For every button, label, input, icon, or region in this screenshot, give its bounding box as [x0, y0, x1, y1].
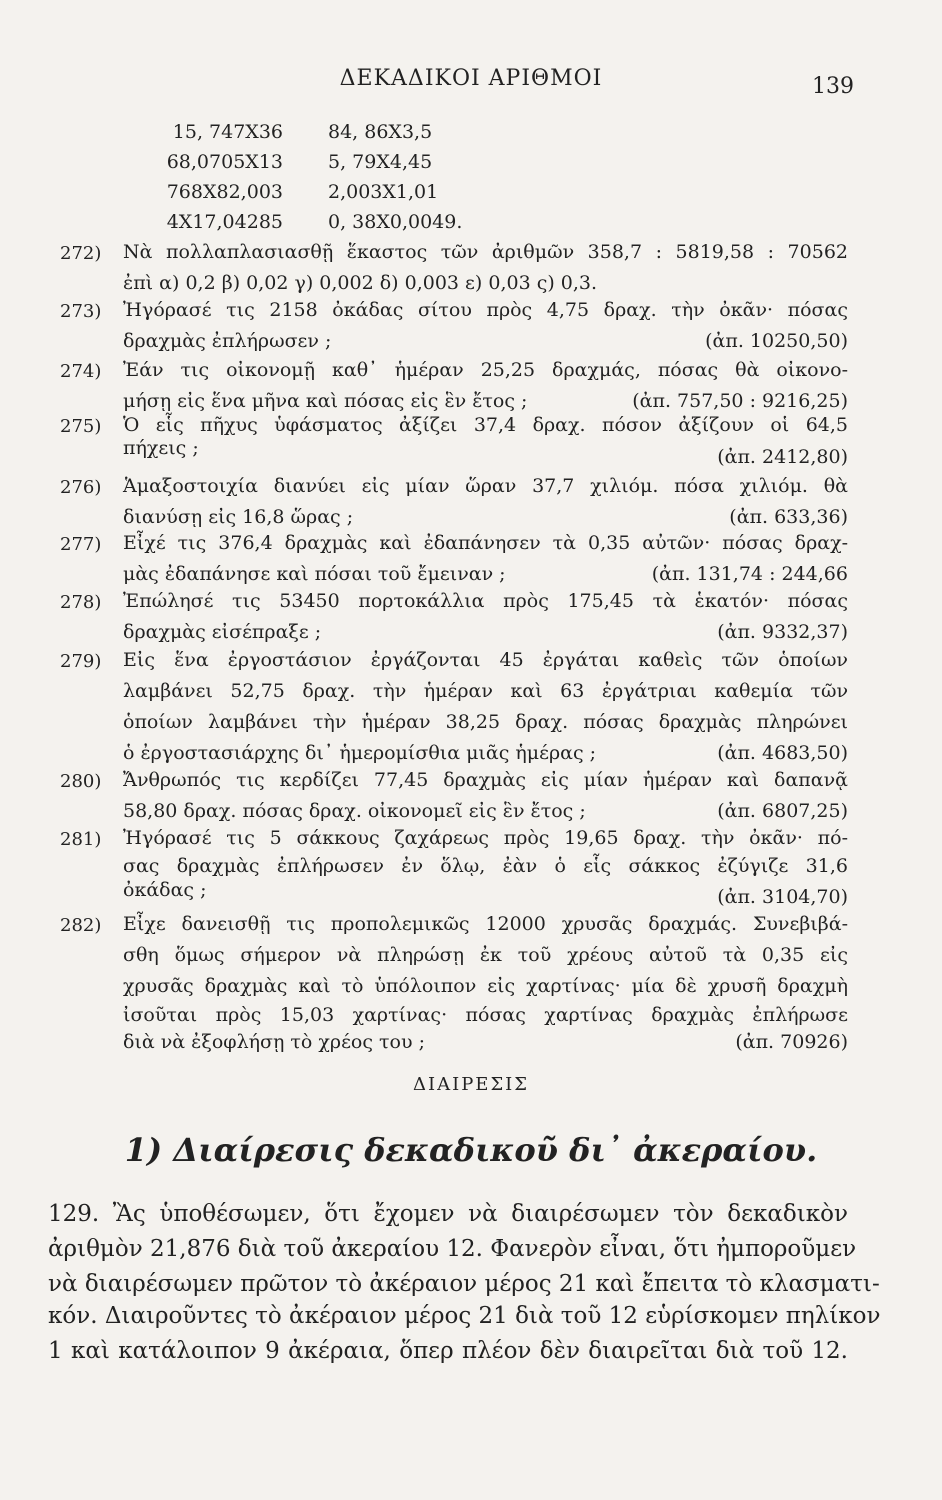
- problem-text: διὰ νὰ ἐξοφλήσῃ τὸ χρέος του ;: [123, 1031, 425, 1053]
- exercise-left: 15, 747X36: [172, 121, 283, 143]
- problem-text: Ἁμαξοστοιχία διανύει εἰς μίαν ὥραν 37,7 χιλιόμ. πόσα χιλιόμ. θὰ: [123, 475, 848, 497]
- paragraph-line: 129. Ἂς ὑποθέσωμεν, ὅτι ἔχομεν νὰ διαιρέσωμεν τὸν δεκαδικὸν: [48, 1201, 848, 1227]
- answer: (ἀπ. 70926): [735, 1031, 848, 1053]
- problem-number: 282): [60, 915, 102, 936]
- problem-text: μήσῃ εἰς ἕνα μῆνα καὶ πόσας εἰς ἓν ἔτος ;: [123, 390, 528, 412]
- problem-text: σας δραχμὰς ἐπλήρωσεν ἐν ὅλῳ, ἐὰν ὁ εἷς σάκκος ἐζύγιζε 31,6: [123, 855, 848, 877]
- exercise-right: 2,003X1,01: [328, 181, 439, 203]
- problem-text: Εἶχε δανεισθῇ τις προπολεμικῶς 12000 χρυσᾶς δραχμάς. Συνεβιβά-: [123, 913, 848, 935]
- paragraph-line: ἀριθμὸν 21,876 διὰ τοῦ ἀκεραίου 12. Φανερὸν εἶναι, ὅτι ἠμποροῦμεν: [48, 1236, 857, 1262]
- section-heading: ΔΙΑΙΡΕΣΙΣ: [412, 1074, 530, 1095]
- problem-text: μὰς ἐδαπάνησε καὶ πόσαι τοῦ ἔμειναν ;: [123, 563, 506, 585]
- problem-number: 276): [60, 477, 102, 498]
- problem-number: 281): [60, 829, 102, 850]
- chapter-title: 1) Διαίρεσις δεκαδικοῦ δι᾽ ἀκεραίου.: [124, 1131, 818, 1169]
- problem-number: 272): [60, 243, 102, 264]
- problem-text-line: [123, 330, 848, 352]
- problem-number: 273): [60, 301, 102, 322]
- problem-number: 280): [60, 771, 102, 792]
- answer: (ἀπ. 2412,80): [717, 446, 848, 468]
- problem-text: ὀκάδας ;: [123, 879, 207, 901]
- problem-text-line: [123, 1031, 848, 1053]
- problem-text-line: [123, 621, 848, 643]
- page-number: 139: [812, 74, 854, 99]
- problem-text: 58,80 δραχ. πόσας δραχ. οἰκονομεῖ εἰς ἓν ἔτος ;: [123, 800, 586, 822]
- exercise-right: 0, 38X0,0049.: [328, 211, 463, 233]
- exercise-left: 4X17,04285: [166, 211, 283, 233]
- paragraph-line: 1 καὶ κατάλοιπον 9 ἀκέραια, ὅπερ πλέον δὲν διαιρεῖται διὰ τοῦ 12.: [48, 1338, 848, 1364]
- problem-text: ἰσοῦται πρὸς 15,03 χαρτίνας· πόσας χαρτίνας δραχμὰς ἐπλήρωσε: [123, 1004, 848, 1026]
- problem-text: ὁποίων λαμβάνει τὴν ἡμέραν 38,25 δραχ. πόσας δραχμὰς πληρώνει: [123, 711, 848, 733]
- problem-text: ὁ ἐργοστασιάρχης δι᾽ ἡμερομίσθια μιᾶς ἡμέρας ;: [123, 742, 597, 764]
- problem-text: ἐπὶ α) 0,2 β) 0,02 γ) 0,002 δ) 0,003 ε) 0,03 ς) 0,3.: [123, 272, 598, 294]
- problem-text-line: [123, 563, 848, 585]
- answer: (ἀπ. 9332,37): [717, 621, 848, 643]
- problem-number: 278): [60, 592, 102, 613]
- problem-number: 274): [60, 361, 102, 382]
- problem-text-line: [123, 390, 848, 412]
- running-header: ΔΕΚΑΔΙΚΟΙ ΑΡΙΘΜΟΙ: [339, 66, 603, 91]
- answer: (ἀπ. 6807,25): [717, 800, 848, 822]
- problem-text: Ἠγόρασέ τις 2158 ὀκάδας σίτου πρὸς 4,75 δραχ. τὴν ὀκᾶν· πόσας: [123, 299, 848, 321]
- problem-text: δραχμὰς εἰσέπραξε ;: [123, 621, 322, 643]
- problem-text: Νὰ πολλαπλασιασθῇ ἕκαστος τῶν ἀριθμῶν 358,7 : 5819,58 : 70562: [123, 241, 848, 263]
- problem-text: διανύσῃ εἰς 16,8 ὥρας ;: [123, 506, 354, 528]
- exercise-right: 5, 79X4,45: [328, 151, 433, 173]
- problem-text: Εἰς ἕνα ἐργοστάσιον ἐργάζονται 45 ἐργάται καθεὶς τῶν ὁποίων: [123, 649, 848, 671]
- problem-text: Ἠγόρασέ τις 5 σάκκους ζαχάρεως πρὸς 19,65 δραχ. τὴν ὀκᾶν· πό-: [123, 827, 848, 849]
- problem-text: πήχεις ;: [123, 437, 199, 459]
- problem-number: 275): [60, 416, 102, 437]
- problem-text: Ἐπώλησέ τις 53450 πορτοκάλλια πρὸς 175,45 τὰ ἑκατόν· πόσας: [123, 590, 848, 612]
- problem-text: χρυσᾶς δραχμὰς καὶ τὸ ὑπόλοιπον εἰς χαρτίνας· μία δὲ χρυσῆ δραχμὴ: [123, 975, 848, 997]
- answer: (ἀπ. 757,50 : 9216,25): [632, 390, 848, 412]
- answer: (ἀπ. 131,74 : 244,66: [651, 563, 848, 585]
- problem-text: λαμβάνει 52,75 δραχ. τὴν ἡμέραν καὶ 63 ἐργάτριαι καθεμία τῶν: [123, 680, 848, 702]
- problem-text: δραχμὰς ἐπλήρωσεν ;: [123, 330, 332, 352]
- paragraph-line: κόν. Διαιροῦντες τὸ ἀκέραιον μέρος 21 διὰ τοῦ 12 εὑρίσκομεν πηλίκον: [48, 1303, 881, 1329]
- problem-text: Ἄνθρωπός τις κερδίζει 77,45 δραχμὰς εἰς μίαν ἡμέραν καὶ δαπανᾷ: [123, 769, 848, 791]
- problem-text-line: [123, 800, 848, 822]
- problem-text-line: [123, 742, 848, 764]
- problem-text: σθη ὅμως σήμερον νὰ πληρώσῃ ἐκ τοῦ χρέους αὐτοῦ τὰ 0,35 εἰς: [123, 944, 848, 966]
- exercise-right: 84, 86X3,5: [328, 121, 433, 143]
- exercise-left: 68,0705X13: [166, 151, 283, 173]
- exercise-left: 768X82,003: [166, 181, 283, 203]
- paragraph-line: νὰ διαιρέσωμεν πρῶτον τὸ ἀκέραιον μέρος 21 καὶ ἔπειτα τὸ κλασματι-: [48, 1271, 880, 1297]
- problem-text: Ὁ εἷς πῆχυς ὑφάσματος ἀξίζει 37,4 δραχ. πόσον ἀξίζουν οἱ 64,5: [123, 414, 848, 436]
- answer: (ἀπ. 633,36): [729, 506, 848, 528]
- answer: (ἀπ. 3104,70): [717, 886, 848, 908]
- problem-text-line: [123, 506, 848, 528]
- problem-text: Ἐάν τις οἰκονομῇ καθ᾽ ἡμέραν 25,25 δραχμάς, πόσας θὰ οἰκονο-: [123, 359, 848, 381]
- problem-number: 279): [60, 651, 102, 672]
- answer: (ἀπ. 4683,50): [717, 742, 848, 764]
- problem-text: Εἶχέ τις 376,4 δραχμὰς καὶ ἐδαπάνησεν τὰ 0,35 αὐτῶν· πόσας δραχ-: [123, 532, 848, 554]
- problem-number: 277): [60, 534, 102, 555]
- answer: (ἀπ. 10250,50): [705, 330, 848, 352]
